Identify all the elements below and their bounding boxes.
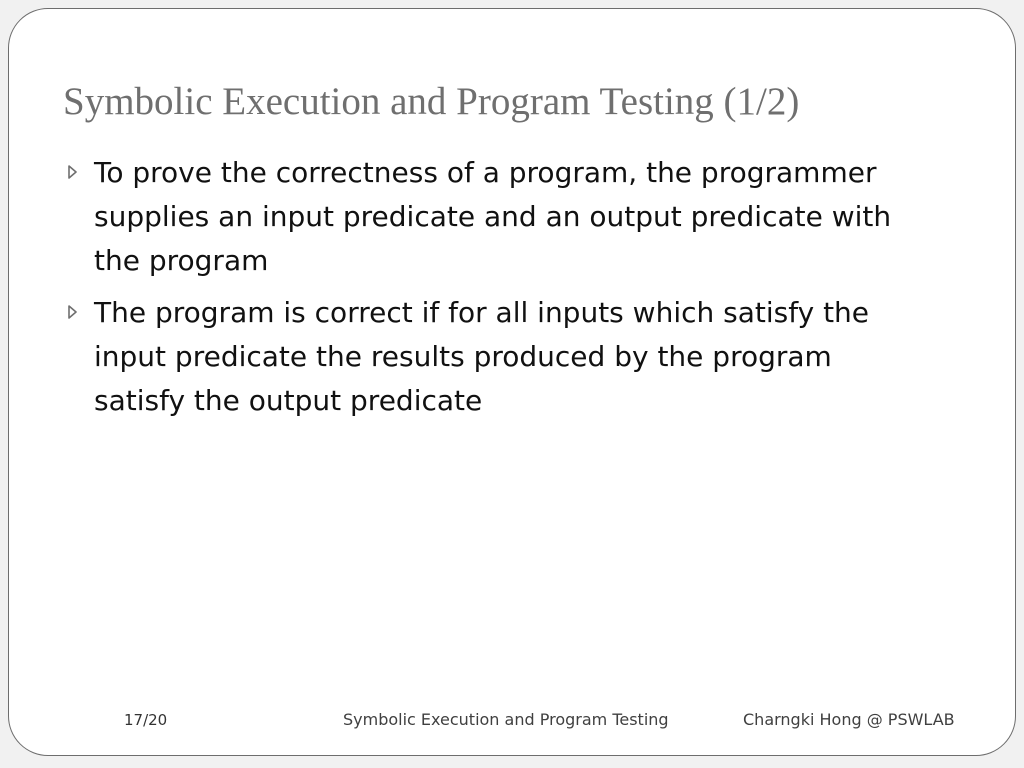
bullet-text: To prove the correctness of a program, the programmer supplies an input predicate and an output predicate with the program bbox=[94, 156, 892, 277]
bullet-item bbox=[63, 291, 963, 423]
triangle-right-icon bbox=[63, 291, 94, 335]
bullet-list bbox=[63, 151, 963, 431]
footer-title: Symbolic Execution and Program Testing bbox=[343, 710, 669, 729]
footer-author: Charngki Hong @ PSWLAB bbox=[743, 710, 955, 729]
slide-canvas bbox=[8, 8, 1016, 756]
slide-number: 17/20 bbox=[124, 711, 168, 729]
triangle-right-icon bbox=[63, 151, 94, 195]
bullet-item bbox=[63, 151, 963, 283]
bullet-text: The program is correct if for all inputs which satisfy the input predicate the results produced by the program satisfy the output predicate bbox=[94, 296, 870, 417]
slide-title: Symbolic Execution and Program Testing (1/2) bbox=[63, 80, 800, 123]
